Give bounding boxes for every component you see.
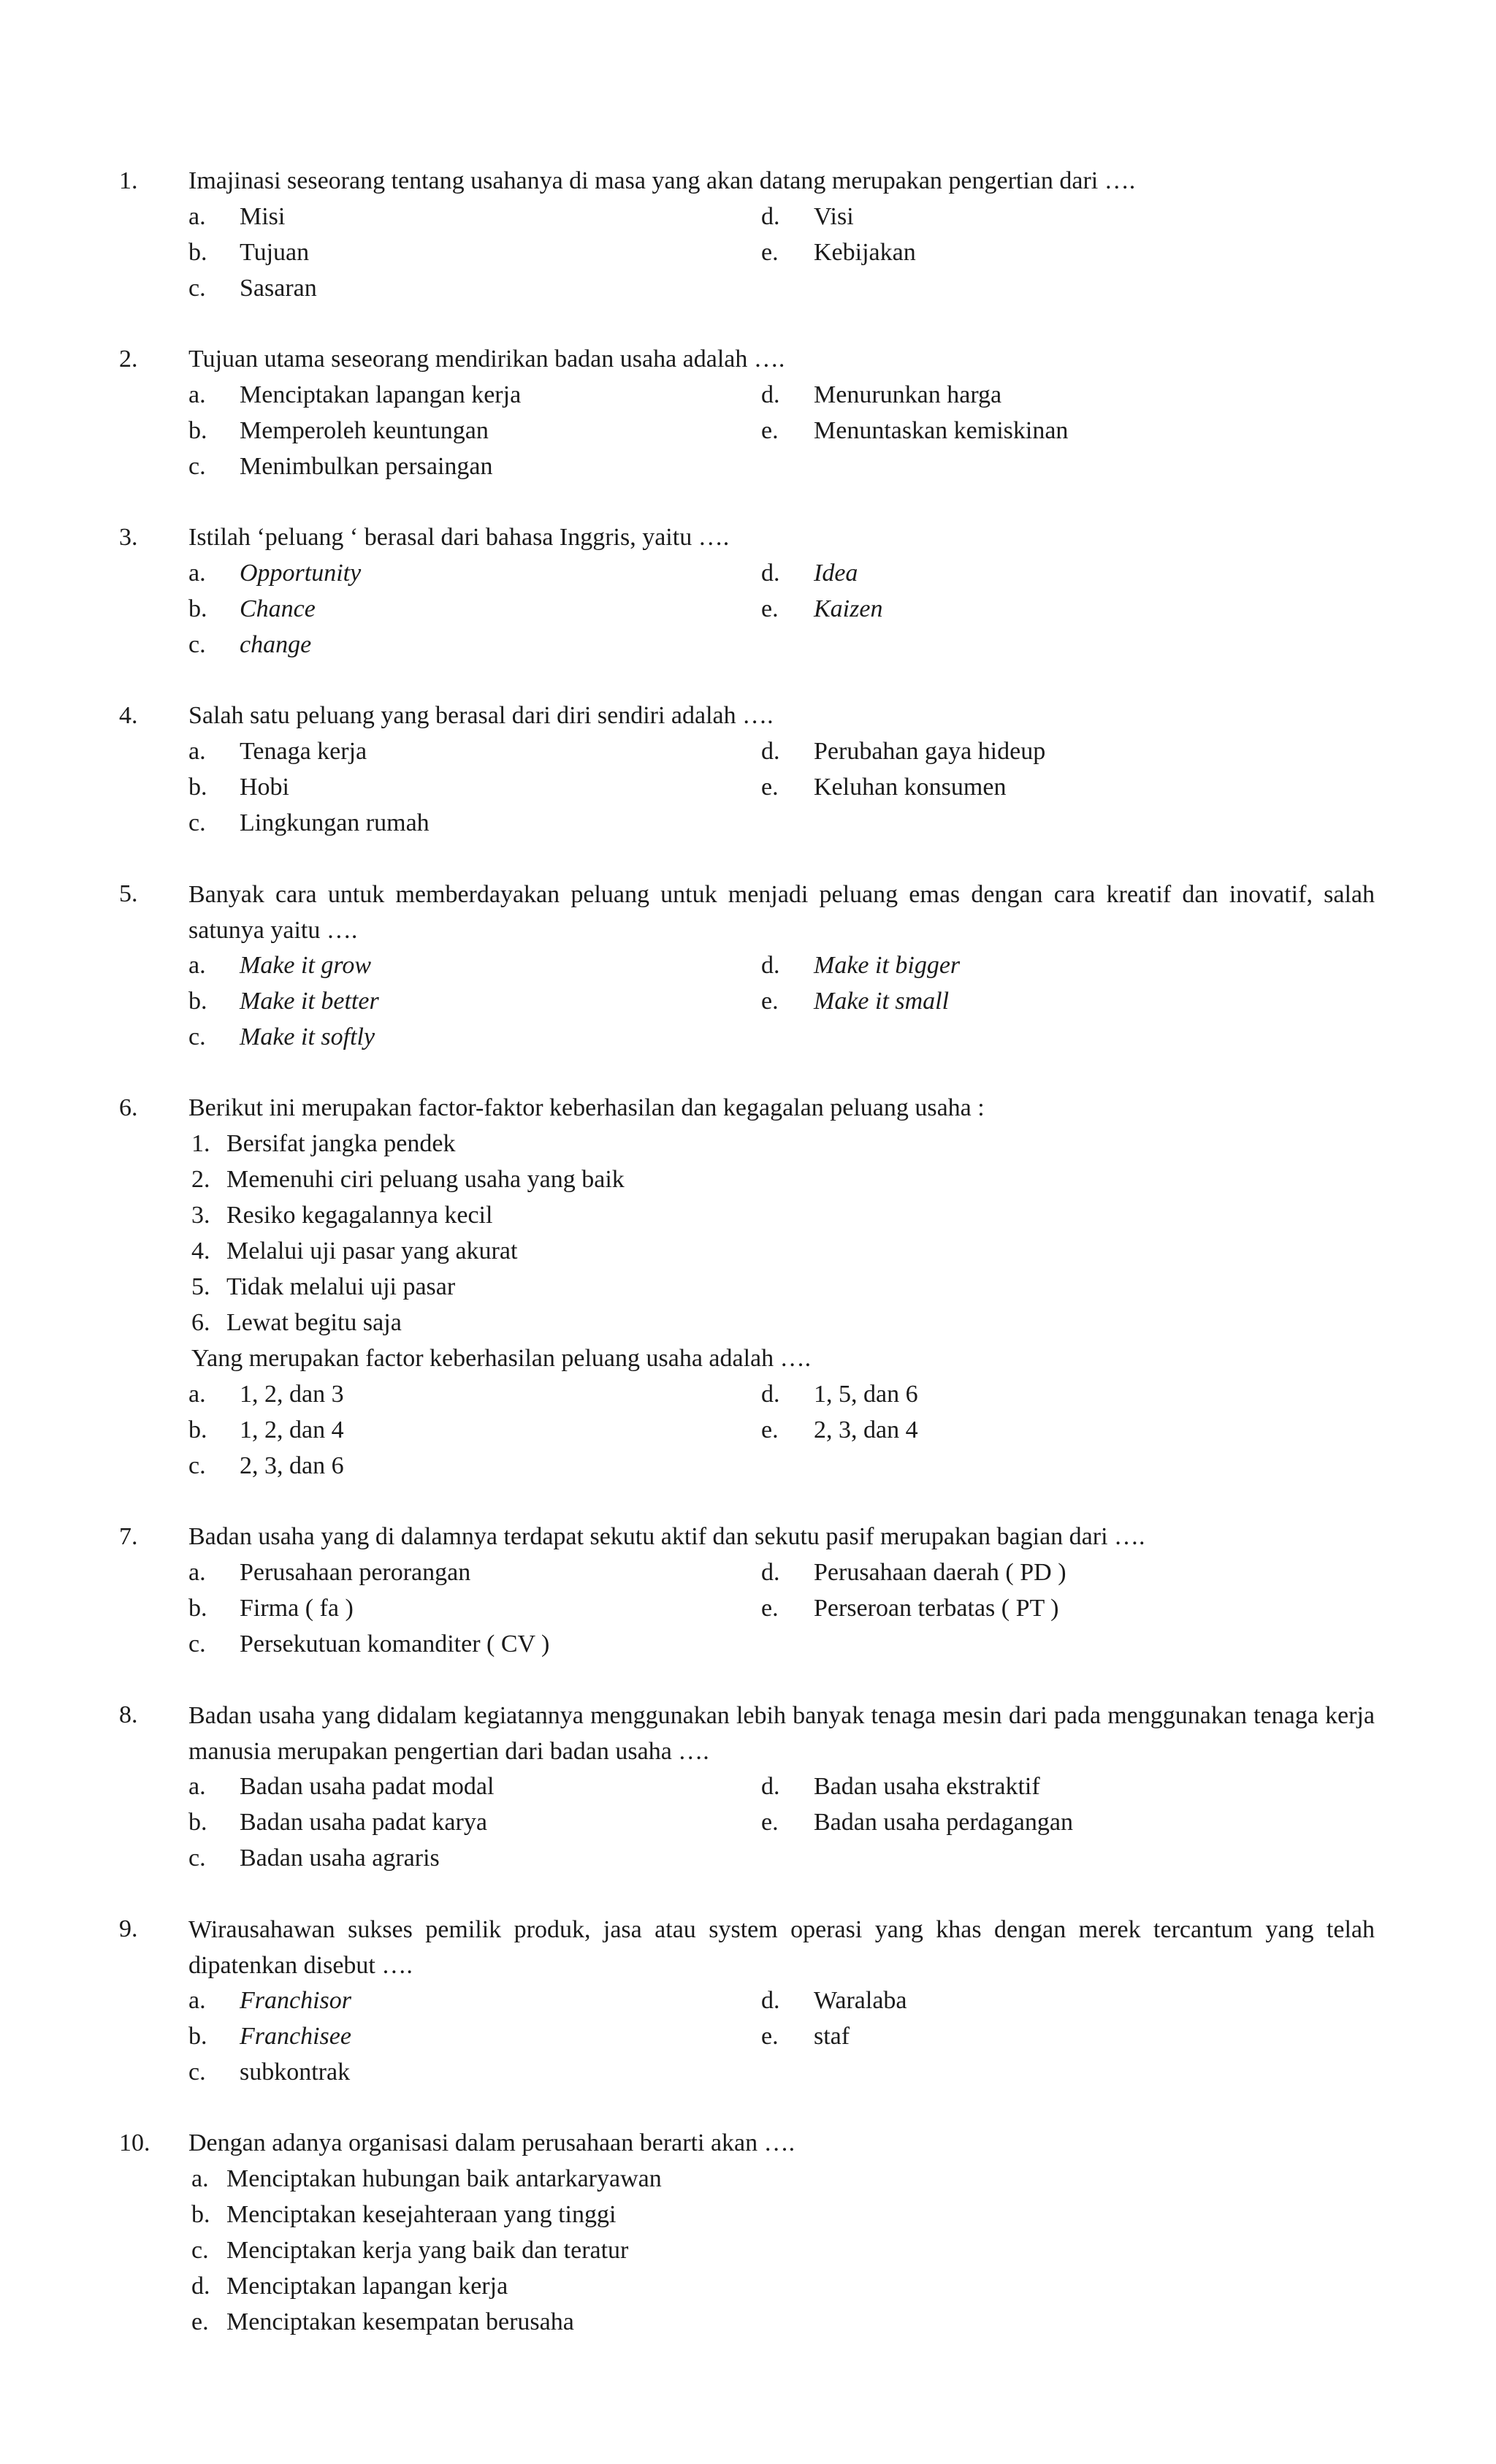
option-e: Menciptakan kesempatan berusaha bbox=[226, 2308, 574, 2335]
option-c-letter: c. bbox=[188, 453, 206, 480]
sub-item-number: 2. bbox=[191, 1166, 210, 1193]
option-e-letter: e. bbox=[761, 595, 779, 622]
option-e-letter: e. bbox=[761, 417, 779, 444]
option-c: subkontrak bbox=[240, 2059, 351, 2086]
sub-item: Melalui uji pasar yang akurat bbox=[226, 1237, 518, 1265]
option-a: Misi bbox=[240, 203, 286, 230]
option-e-letter: e. bbox=[761, 239, 779, 266]
option-a-letter: a. bbox=[188, 203, 206, 230]
option-a: 1, 2, dan 3 bbox=[240, 1381, 344, 1408]
option-e: Kebijakan bbox=[814, 239, 916, 266]
option-d-letter: d. bbox=[761, 952, 780, 979]
option-a: Badan usaha padat modal bbox=[240, 1773, 495, 1800]
question-number: 10. bbox=[119, 2129, 150, 2156]
sub-item: Resiko kegagalannya kecil bbox=[226, 1202, 493, 1229]
option-a: Menciptakan lapangan kerja bbox=[240, 381, 522, 408]
option-e: staf bbox=[814, 2023, 850, 2050]
option-c: 2, 3, dan 6 bbox=[240, 1452, 344, 1479]
option-b: Memperoleh keuntungan bbox=[240, 417, 489, 444]
option-a: Opportunity bbox=[240, 560, 362, 587]
option-a: Make it grow bbox=[240, 952, 372, 979]
question-number: 7. bbox=[119, 1523, 138, 1550]
option-d-letter: d. bbox=[761, 203, 780, 230]
option-b-letter: b. bbox=[188, 417, 207, 444]
option-b: Make it better bbox=[240, 988, 379, 1015]
option-b: Chance bbox=[240, 595, 316, 622]
option-c-letter: c. bbox=[188, 1845, 206, 1872]
option-d: Idea bbox=[814, 560, 858, 587]
option-a: Tenaga kerja bbox=[240, 738, 367, 765]
option-e: Menuntaskan kemiskinan bbox=[814, 417, 1069, 444]
question-stem: Imajinasi seseorang tentang usahanya di masa yang akan datang merupakan pengertian dari …. bbox=[188, 167, 1136, 194]
option-d: Menciptakan lapangan kerja bbox=[226, 2273, 508, 2300]
option-c-letter: c. bbox=[188, 631, 206, 658]
option-b-letter: b. bbox=[188, 2023, 207, 2050]
option-e-letter: e. bbox=[761, 1595, 779, 1622]
option-d: Make it bigger bbox=[814, 952, 961, 979]
option-c: change bbox=[240, 631, 312, 658]
option-b-letter: b. bbox=[188, 988, 207, 1015]
question-number: 3. bbox=[119, 524, 138, 551]
sub-item-number: 4. bbox=[191, 1237, 210, 1265]
option-c-letter: c. bbox=[191, 2237, 209, 2264]
option-d: Badan usaha ekstraktif bbox=[814, 1773, 1040, 1800]
option-e: Perseroan terbatas ( PT ) bbox=[814, 1595, 1059, 1622]
option-c: Make it softly bbox=[240, 1023, 375, 1050]
question-number: 5. bbox=[119, 880, 138, 907]
option-e-letter: e. bbox=[761, 2023, 779, 2050]
option-a-letter: a. bbox=[188, 381, 206, 408]
option-c-letter: c. bbox=[188, 809, 206, 836]
option-b: Firma ( fa ) bbox=[240, 1595, 354, 1622]
question-number: 6. bbox=[119, 1094, 138, 1121]
sub-item: Memenuhi ciri peluang usaha yang baik bbox=[226, 1166, 625, 1193]
question-stem: Berikut ini merupakan factor-faktor keberhasilan dan kegagalan peluang usaha : bbox=[188, 1094, 985, 1121]
question-number: 9. bbox=[119, 1915, 138, 1942]
option-a: Perusahaan perorangan bbox=[240, 1559, 471, 1586]
option-c-letter: c. bbox=[188, 1452, 206, 1479]
question-stem: Badan usaha yang di dalamnya terdapat sekutu aktif dan sekutu pasif merupakan bagian dari …. bbox=[188, 1523, 1145, 1550]
option-b-letter: b. bbox=[191, 2201, 210, 2228]
option-b-letter: b. bbox=[188, 774, 207, 801]
option-d: Menurunkan harga bbox=[814, 381, 1002, 408]
option-e-letter: e. bbox=[761, 774, 779, 801]
option-a: Menciptakan hubungan baik antarkaryawan bbox=[226, 2165, 662, 2192]
option-c-letter: c. bbox=[188, 2059, 206, 2086]
sub-item-number: 1. bbox=[191, 1130, 210, 1157]
sub-item-number: 6. bbox=[191, 1309, 210, 1336]
sub-item: Lewat begitu saja bbox=[226, 1309, 402, 1336]
option-b-letter: b. bbox=[188, 595, 207, 622]
option-b-letter: b. bbox=[188, 1809, 207, 1836]
option-b: Hobi bbox=[240, 774, 289, 801]
option-a: Franchisor bbox=[240, 1987, 351, 2014]
option-d: Perusahaan daerah ( PD ) bbox=[814, 1559, 1066, 1586]
option-c-letter: c. bbox=[188, 275, 206, 302]
question-stem: Wirausahawan sukses pemilik produk, jasa atau system operasi yang khas dengan merek tercantum yang telah dipatenkan disebut …. bbox=[188, 1916, 1375, 1979]
option-b: Franchisee bbox=[240, 2023, 351, 2050]
option-c: Persekutuan komanditer ( CV ) bbox=[240, 1630, 550, 1658]
option-a-letter: a. bbox=[188, 1987, 206, 2014]
question-number: 4. bbox=[119, 702, 138, 729]
option-c: Badan usaha agraris bbox=[240, 1845, 440, 1872]
option-a-letter: a. bbox=[188, 1381, 206, 1408]
question-stem: Banyak cara untuk memberdayakan peluang untuk menjadi peluang emas dengan cara kreatif dan inovatif, salah satunya yaitu …. bbox=[188, 881, 1375, 944]
question-stem: Dengan adanya organisasi dalam perusahaan berarti akan …. bbox=[188, 2129, 795, 2156]
question-stem: Istilah ‘peluang ‘ berasal dari bahasa Inggris, yaitu …. bbox=[188, 524, 730, 551]
option-b: Badan usaha padat karya bbox=[240, 1809, 487, 1836]
option-a-letter: a. bbox=[188, 1773, 206, 1800]
option-d-letter: d. bbox=[761, 738, 780, 765]
option-d-letter: d. bbox=[761, 1559, 780, 1586]
question-number: 1. bbox=[119, 167, 138, 194]
option-c-letter: c. bbox=[188, 1630, 206, 1658]
option-e-letter: e. bbox=[761, 988, 779, 1015]
option-e: Badan usaha perdagangan bbox=[814, 1809, 1073, 1836]
option-d-letter: d. bbox=[761, 381, 780, 408]
option-e-letter: e. bbox=[761, 1416, 779, 1443]
option-d-letter: d. bbox=[761, 1773, 780, 1800]
option-a-letter: a. bbox=[191, 2165, 209, 2192]
option-d-letter: d. bbox=[191, 2273, 210, 2300]
option-b: 1, 2, dan 4 bbox=[240, 1416, 344, 1443]
option-d-letter: d. bbox=[761, 560, 780, 587]
option-a-letter: a. bbox=[188, 560, 206, 587]
option-d: 1, 5, dan 6 bbox=[814, 1381, 918, 1408]
question-stem: Salah satu peluang yang berasal dari diri sendiri adalah …. bbox=[188, 702, 774, 729]
option-e: Kaizen bbox=[814, 595, 883, 622]
option-d-letter: d. bbox=[761, 1381, 780, 1408]
question-prompt: Yang merupakan factor keberhasilan peluang usaha adalah …. bbox=[191, 1345, 812, 1372]
option-e-letter: e. bbox=[761, 1809, 779, 1836]
option-c: Menciptakan kerja yang baik dan teratur bbox=[226, 2237, 629, 2264]
sub-item-number: 3. bbox=[191, 1202, 210, 1229]
option-c: Menimbulkan persaingan bbox=[240, 453, 493, 480]
option-b: Tujuan bbox=[240, 239, 310, 266]
question-stem: Tujuan utama seseorang mendirikan badan usaha adalah …. bbox=[188, 346, 785, 373]
sub-item-number: 5. bbox=[191, 1273, 210, 1300]
question-number: 8. bbox=[119, 1701, 138, 1728]
option-e-letter: e. bbox=[191, 2308, 209, 2335]
option-d: Perubahan gaya hideup bbox=[814, 738, 1046, 765]
option-a-letter: a. bbox=[188, 1559, 206, 1586]
option-e: Keluhan konsumen bbox=[814, 774, 1007, 801]
option-e: 2, 3, dan 4 bbox=[814, 1416, 918, 1443]
option-b-letter: b. bbox=[188, 1416, 207, 1443]
question-number: 2. bbox=[119, 346, 138, 373]
option-b-letter: b. bbox=[188, 1595, 207, 1622]
option-b: Menciptakan kesejahteraan yang tinggi bbox=[226, 2201, 617, 2228]
option-a-letter: a. bbox=[188, 738, 206, 765]
option-d-letter: d. bbox=[761, 1987, 780, 2014]
option-c-letter: c. bbox=[188, 1023, 206, 1050]
question-stem: Badan usaha yang didalam kegiatannya menggunakan lebih banyak tenaga mesin dari pada menggunakan tenaga kerja manusia merupakan pengertian dari badan usaha …. bbox=[188, 1702, 1375, 1765]
option-c: Lingkungan rumah bbox=[240, 809, 430, 836]
option-d: Waralaba bbox=[814, 1987, 907, 2014]
option-b-letter: b. bbox=[188, 239, 207, 266]
option-a-letter: a. bbox=[188, 952, 206, 979]
option-c: Sasaran bbox=[240, 275, 317, 302]
option-e: Make it small bbox=[814, 988, 950, 1015]
option-d: Visi bbox=[814, 203, 854, 230]
sub-item: Tidak melalui uji pasar bbox=[226, 1273, 456, 1300]
sub-item: Bersifat jangka pendek bbox=[226, 1130, 456, 1157]
